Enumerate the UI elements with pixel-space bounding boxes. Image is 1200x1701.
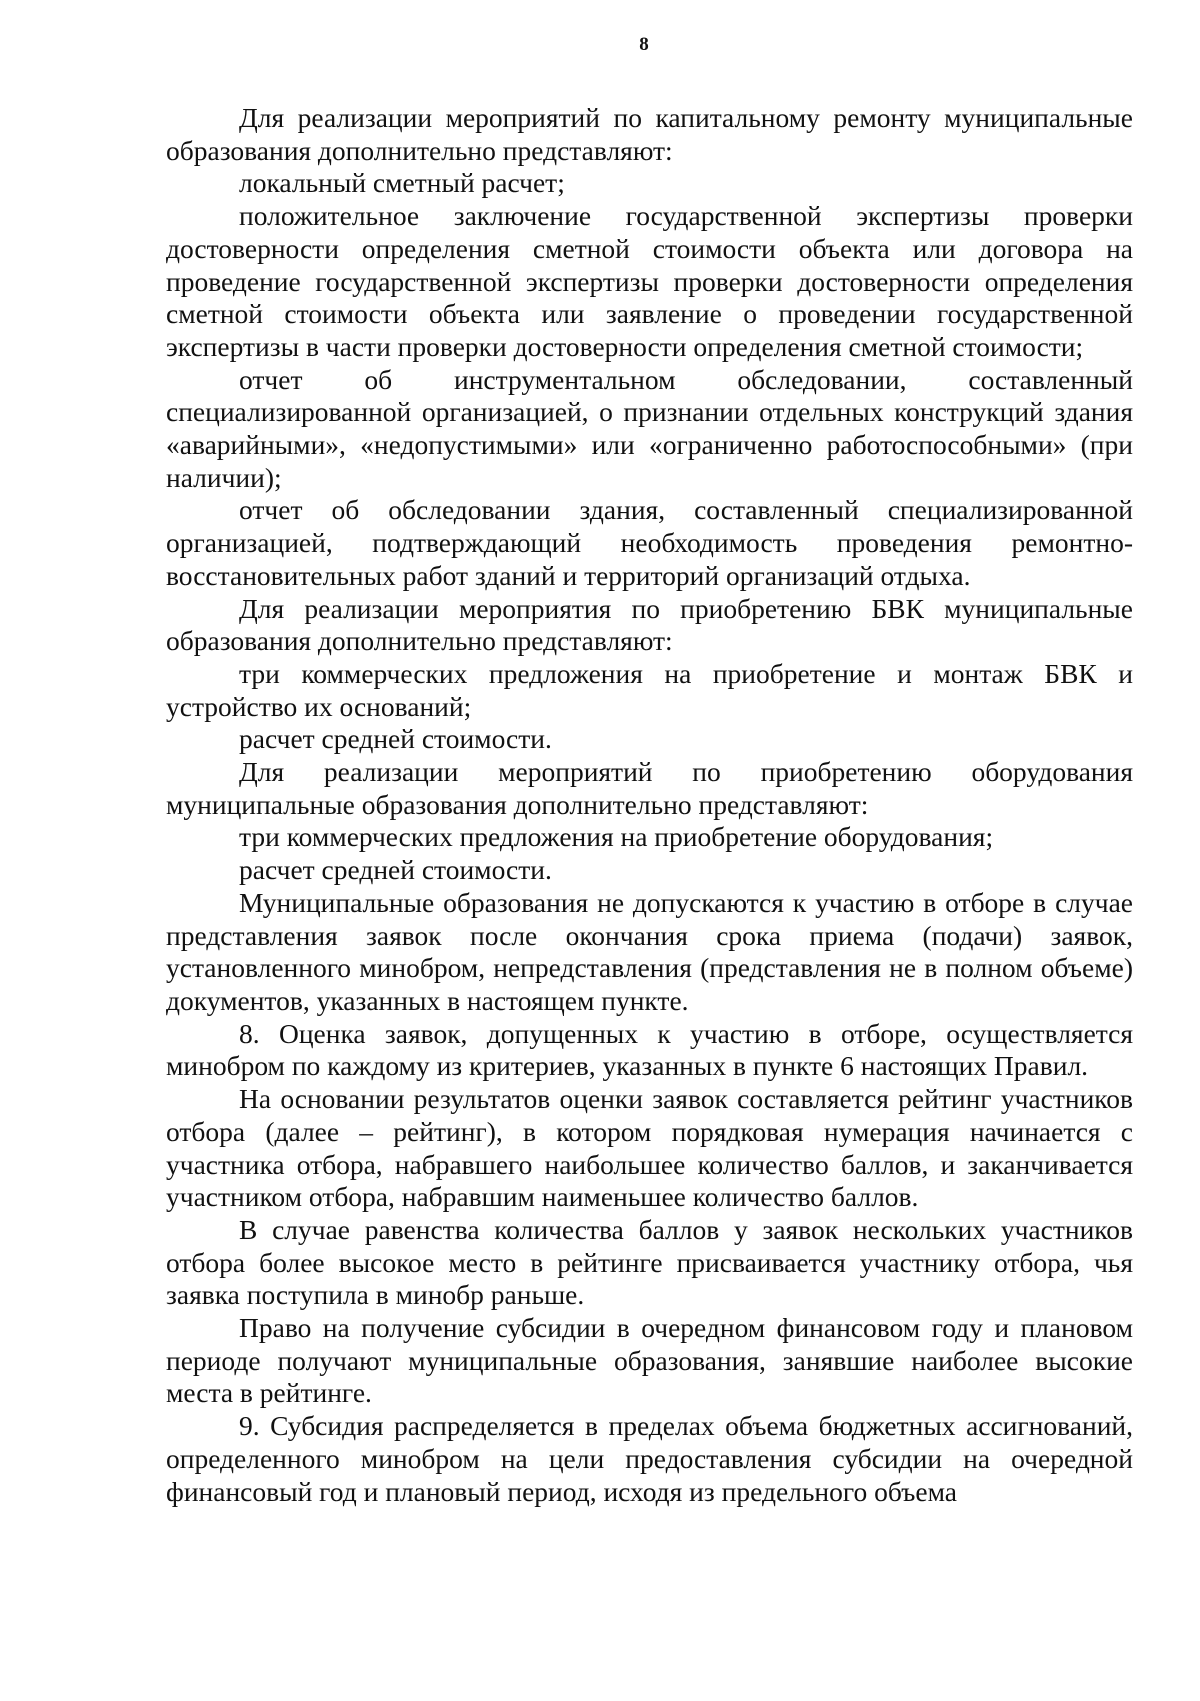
paragraph: отчет об инструментальном обследовании, составленный специализированной организацией, о признании отдельных конструкций здания «аварийными», «недопустимыми» или «ограниченно работоспособными» (при наличии);	[166, 363, 1133, 493]
paragraph: Для реализации мероприятий по приобретению оборудования муниципальные образования дополнительно представляют:	[166, 756, 1133, 820]
paragraph: три коммерческих предложения на приобретение и монтаж БВК и устройство их оснований;	[166, 657, 1133, 722]
paragraph: три коммерческих предложения на приобретение оборудования;	[239, 821, 994, 853]
paragraph: В случае равенства количества баллов у заявок нескольких участников отбора более высокое место в рейтинге присваивается участнику отбора, чья заявка поступила в минобр раньше.	[166, 1213, 1133, 1311]
document-body	[166, 102, 1133, 1508]
paragraph: На основании результатов оценки заявок составляется рейтинг участников отбора (далее – рейтинг), в котором порядковая нумерация начинается с участника отбора, набравшего наибольшее количество баллов, и заканчивается участником отбора, набравшим наименьшее количество баллов.	[166, 1083, 1133, 1213]
paragraph: расчет средней стоимости.	[239, 723, 552, 755]
paragraph: расчет средней стоимости.	[239, 854, 552, 886]
paragraph: Для реализации мероприятий по капитальному ремонту муниципальные образования дополнительно представляют:	[166, 102, 1133, 166]
paragraph: 8. Оценка заявок, допущенных к участию в отборе, осуществляется минобром по каждому из критериев, указанных в пункте 6 настоящих Правил.	[166, 1017, 1133, 1082]
paragraph: отчет об обследовании здания, составленный специализированной организацией, подтверждающий необходимость проведения ремонтно-восстановительных работ зданий и территорий организаций отдыха.	[166, 494, 1133, 591]
paragraph: положительное заключение государственной экспертизы проверки достоверности определения сметной стоимости объекта или договора на проведение государственной экспертизы проверки достоверности определения сметной стоимости объекта или заявление о проведении государственной экспертизы в части проверки достоверности определения сметной стоимости;	[166, 200, 1133, 362]
paragraph: Право на получение субсидии в очередном финансовом году и плановом периоде получают муниципальные образования, занявшие наиболее высокие места в рейтинге.	[166, 1312, 1133, 1409]
paragraph: локальный сметный расчет;	[239, 167, 565, 199]
paragraph: Муниципальные образования не допускаются к участию в отборе в случае представления заявок после окончания срока приема (подачи) заявок, установленного минобром, непредставления (представления не в полном объеме) документов, указанных в настоящем пункте.	[166, 886, 1133, 1016]
paragraph: 9. Субсидия распределяется в пределах объема бюджетных ассигнований, определенного минобром на цели предоставления субсидии на очередной финансовый год и плановый период, исходя из предельного объема	[166, 1410, 1133, 1507]
page-number: 8	[639, 34, 649, 55]
paragraph: Для реализации мероприятия по приобретению БВК муниципальные образования дополнительно представляют:	[166, 592, 1133, 657]
